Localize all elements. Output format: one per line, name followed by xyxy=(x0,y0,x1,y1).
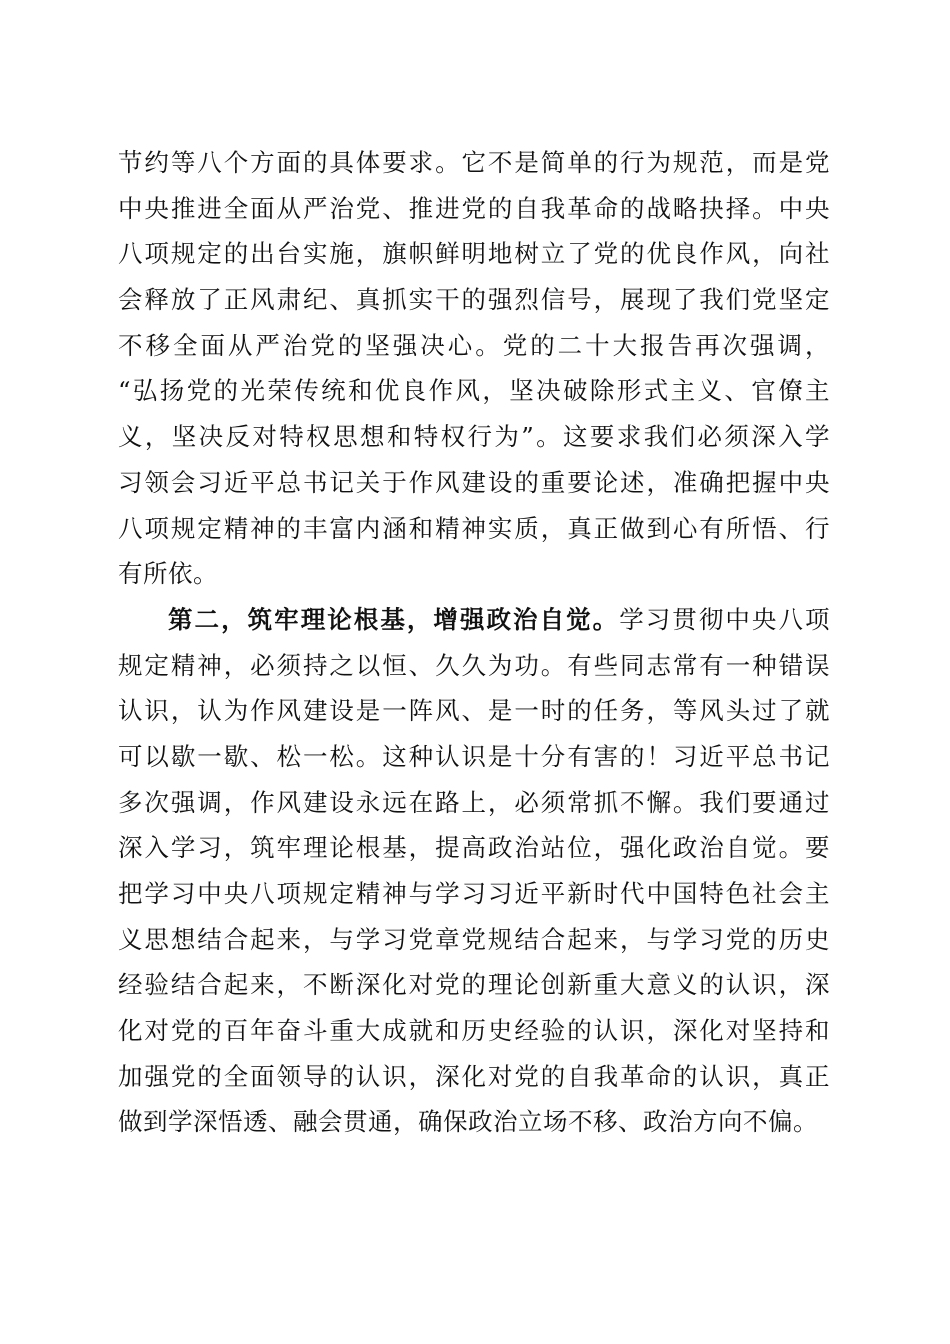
text-line: 八项规定的出台实施，旗帜鲜明地树立了党的优良作风，向社 xyxy=(118,239,830,269)
heading-line-rest: 学习贯彻中央八项 xyxy=(619,604,831,634)
text-line: 深入学习，筑牢理论根基，提高政治站位，强化政治自觉。要 xyxy=(118,833,830,863)
text-line: 多次强调，作风建设永远在路上，必须常抓不懈。我们要通过 xyxy=(118,787,830,817)
text-line: 规定精神，必须持之以恒、久久为功。有些同志常有一种错误 xyxy=(118,650,830,680)
paragraph-2 xyxy=(118,597,830,1145)
text-line: “弘扬党的光荣传统和优良作风，坚决破除形式主义、官僚主 xyxy=(118,376,830,406)
text-line: 八项规定精神的丰富内涵和精神实质，真正做到心有所悟、行 xyxy=(118,513,830,543)
text-line: 习领会习近平总书记关于作风建设的重要论述，准确把握中央 xyxy=(118,467,830,497)
text-line: 义，坚决反对特权思想和特权行为”。这要求我们必须深入学 xyxy=(118,422,830,452)
text-line: 把学习中央八项规定精神与学习习近平新时代中国特色社会主 xyxy=(118,879,830,908)
text-line: 加强党的全面领导的认识，深化对党的自我革命的认识，真正 xyxy=(118,1061,830,1091)
text-line: 义思想结合起来，与学习党章党规结合起来，与学习党的历史 xyxy=(118,924,830,954)
paragraph-1 xyxy=(118,140,830,597)
section-heading: 第二，筑牢理论根基，增强政治自觉。 xyxy=(168,604,620,634)
body-text xyxy=(118,140,830,1145)
text-line: 会释放了正风肃纪、真抓实干的强烈信号，展现了我们党坚定 xyxy=(118,285,830,315)
text-line: 经验结合起来，不断深化对党的理论创新重大意义的认识，深 xyxy=(118,970,830,1000)
text-line: 有所依。 xyxy=(118,559,218,589)
text-line: 可以歇一歇、松一松。这种认识是十分有害的！习近平总书记 xyxy=(118,741,830,771)
text-line: 节约等八个方面的具体要求。它不是简单的行为规范，而是党 xyxy=(118,148,830,177)
text-line: 中央推进全面从严治党、推进党的自我革命的战略抉择。中央 xyxy=(118,193,830,223)
text-line: 认识，认为作风建设是一阵风、是一时的任务，等风头过了就 xyxy=(118,696,830,726)
text-line: 化对党的百年奋斗重大成就和历史经验的认识，深化对坚持和 xyxy=(118,1016,830,1046)
text-line: 做到学深悟透、融会贯通，确保政治立场不移、政治方向不偏。 xyxy=(118,1107,818,1137)
text-line: 不移全面从严治党的坚强决心。党的二十大报告再次强调， xyxy=(118,330,830,360)
text-line-first xyxy=(118,597,830,643)
